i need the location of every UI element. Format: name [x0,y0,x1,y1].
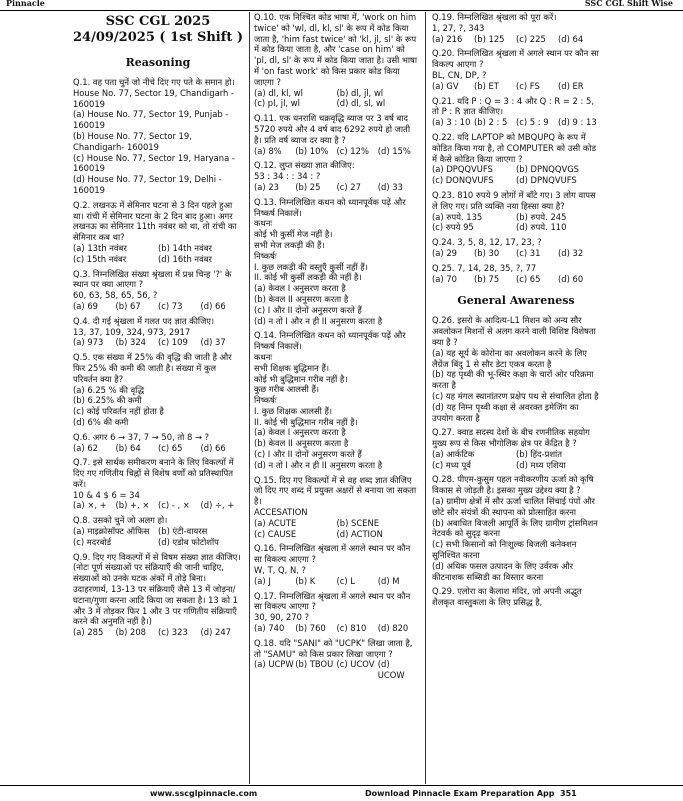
header-series: SSC CGL Shift Wise [584,0,673,8]
answer-option: (a) 285 [73,627,104,638]
answer-option: (b) 14th नवंबर [158,242,212,253]
answer-option: (a) केवल I अनुसरण करता है [254,283,346,294]
question-block [432,12,600,44]
answer-option: (a) House No. 77, Sector 19, Punjab - 160019 [73,109,229,131]
answer-option: (d) न तो I और न ही II अनुसरण करता है [254,315,383,326]
answer-option: (a) ग्रामीण क्षेत्रों में सौर ऊर्जा चालित सिंचाई पंपों और छोटे सौर संयंत्रों की स्थापना को प्रोत्साहित करना [432,496,595,517]
option-list [254,88,419,110]
question-detail: (नोटः पूर्ण संख्याओं पर संक्रियाएँ की जानी चाहिए, संख्याओं को उनके घटक अंकों में तोड़े बिना। उदाहरणार्थ, 13-13 पर संक्रियाएँ जैसे 13 में जोड़ना/घटाना/गुणा करना आदि किया जा सकता है। 13 को 1 और 3 में तोड़कर फिर 1 और 3 पर गणितीय संक्रियाएँ करने की अनुमति नहीं है।) [73,562,238,627]
question-list [73,77,243,638]
answer-option: (a) यह सूर्य के कोरोना का अवलोकन करने के लिए लैग्रेंज बिंदु 1 से सौर डेटा एकत्र करता है [432,347,587,369]
question-block [254,160,419,192]
answer-option: (a) 70 [432,273,457,284]
answer-option: (a) UCPW [254,659,294,670]
question-block [254,543,419,586]
question-detail: सभी शिक्षक बुद्धिमान हैं। [254,362,330,373]
answer-option: (c) House No. 77, Sector 19, Haryana - 160019 [73,152,235,174]
question-block [432,237,600,259]
answer-option: (d) DPNQVUFS [516,175,577,186]
answer-option: (b) केवल II अनुसरण करता है [254,438,349,449]
question-stem: Q.29. एलोरा का कैलाश मंदिर, जो अपनी अद्भुत शैलकृत वास्तुकला के लिए प्रसिद्ध है, [432,586,582,608]
question-stem: Q.25. 7, 14, 28, 35, ?, 77 [432,262,537,273]
option-list [432,496,600,582]
question-block [432,190,600,233]
answer-option: (d) न तो I और न ही II अनुसरण करता है [254,459,383,470]
footer-website: www.sscglpinnacle.com [150,789,258,798]
question-stem: Q.1. वह पता चुनें जो नीचे दिए गए पते के समान हो। [73,77,235,87]
answer-option: (b) DPNQQVGS [516,164,579,175]
question-stem: Q.16. निम्नलिखित श्रृंखला में अगले स्थान पर कौन सा विकल्प आएगा ? [254,543,411,565]
question-detail: ACCESATION [254,507,308,518]
answer-option: (c) रुपये 95 [432,222,474,233]
answer-option: (c) L [336,575,355,586]
option-list [432,81,600,92]
question-block [432,48,600,91]
header-brand: Pinnacle [6,0,45,8]
answer-option: (d) 64 [558,33,584,44]
question-block [254,638,419,681]
answer-option: (c) मदरबोर्ड [73,536,112,547]
answer-option: (d) 247 [200,627,231,638]
answer-option: (b) यह पृथ्वी की भू-स्थिर कक्षा के चारों ओर परिक्रमा करता है [432,369,594,391]
question-block [432,586,600,608]
question-detail: I. कुछ शिक्षक आलसी हैं। [254,405,333,416]
question-detail: 60, 63, 58, 65, 56, ? [73,290,158,301]
question-block [73,352,243,428]
option-list [73,301,243,312]
answer-option: (b) हिंद-प्रशांत [516,448,563,459]
question-detail: कोई भी कुर्सी मेज नहीं है। [254,229,333,240]
option-list [73,243,243,265]
answer-option: (a) माइक्रोसॉफ्ट ऑफिस [73,526,150,537]
answer-option: (c) pl, jl, wl [254,98,300,109]
answer-option: (a) ×, + [73,500,107,511]
option-list [432,449,600,471]
answer-option: (d) ÷, + [200,500,235,511]
answer-option: (a) 6.25 % की वृद्धि [73,384,145,395]
option-list [73,443,243,454]
question-detail: BL, CN, DP, ? [432,69,487,80]
question-stem: Q.24. 3, 5, 8, 12, 17, 23, ? [432,237,542,248]
question-detail: 13, 37, 109, 324, 973, 2917 [73,326,191,337]
section-general-awareness: General Awareness [457,294,575,308]
answer-option: (a) 216 [432,33,463,44]
question-stem: Q.19. निम्नलिखित श्रृंखला को पूरा करें। [432,12,557,22]
option-list [73,385,243,428]
answer-option: (b) 10% [295,145,329,156]
question-stem: Q.15. दिए गए विकल्पों में से वह शब्द ज्ञात कीजिए जो दिए गए शब्द में प्रयुक्त अक्षरों से बनाया जा सकता है। [254,474,417,507]
question-detail: W, T, Q, N, ? [254,565,306,576]
question-list [254,12,419,681]
option-list [254,146,419,157]
question-block [432,263,600,285]
answer-option: (d) 9 : 13 [558,117,597,128]
question-stem: Q.2. लखनऊ में सेमिनार घटना से 3 दिन पहले हुआ था। रांची में सेमिनार घटना के 2 दिन बाद हुआ। अगर लखनऊ का सेमिनार 11th नवंबर को था, तो रांची का सेमिनार कब था? [73,199,237,243]
answer-option: (b) 30 [474,247,500,258]
answer-option: (c) 12% [336,145,369,156]
answer-option: (b) SCENE [336,517,380,528]
answer-option: (b) dl, jl, wl [336,87,384,98]
question-stem: Q.13. निम्नलिखित कथन को ध्यानपूर्वक पढ़ें और निष्कर्ष निकालें। [254,196,406,218]
answer-option: (d) ACTION [336,528,383,539]
question-stem: Q.28. पीएम-कुसुम पहल नवीकरणीय ऊर्जा को कृषि विकास से जोड़ती है। इसका मुख्य उद्देश्य क्या है ? [432,474,594,496]
answer-option: (c) 15th नवंबर [73,253,127,264]
question-block [73,515,243,547]
answer-option: (c) 31 [516,247,541,258]
answer-option: (b) 125 [474,33,505,44]
page-number: 351 [560,789,577,798]
answer-option: (a) DPQQVUFS [432,164,493,175]
option-list [432,117,600,128]
option-list [432,248,600,259]
answer-option: (c) 810 [336,623,367,634]
answer-option: (c) 323 [158,627,188,638]
question-stem: Q.6. अगर 6 → 37, 7 → 50, तो 8 → ? [73,431,210,442]
question-detail: सभी मेज लकड़ी की हैं। [254,239,325,250]
answer-option: (d) 6% की कमी [73,416,129,427]
answer-option: (c) यह मंगल स्थानांतरण प्रक्षेप पथ से संचालित होता है [432,390,599,401]
question-detail: II. कोई भी बुद्धिमान गरीब नहीं है। [254,416,358,427]
question-stem: Q.27. क्वाड सदस्य देशों के बीच रणनीतिक सहयोग मुख्य रूप से किस भौगोलिक क्षेत्र पर केंद्रित है ? [432,427,590,449]
question-block [73,552,243,638]
answer-option: (d) 16th नवंबर [158,253,212,264]
question-detail: कथनः [254,351,273,362]
answer-option: (a) 8% [254,145,282,156]
answer-option: (a) 23 [254,181,279,192]
section-reasoning: Reasoning [125,56,191,69]
answer-option: (b) TBOU [295,659,334,670]
column-right [432,12,600,784]
answer-option: (c) सभी किसानों को निःशुल्क बिजली कनेक्शन सुनिश्चित करना [432,539,577,561]
question-detail: 53 : 34 : : 34 : ? [254,171,321,182]
question-list [432,315,600,608]
question-block [73,316,243,348]
answer-option: (b) 324 [115,337,146,348]
question-stem: Q.8. उसको चुनें जो अलग हो। [73,515,168,526]
answer-option: (a) dl, kl, wl [254,87,303,98]
answer-option: (d) House No. 77, Sector 19, Delhi - 160019 [73,174,222,195]
answer-option: (b) ET [474,80,499,91]
answer-option: (b) K [295,575,316,586]
answer-option: (d) 820 [377,623,409,634]
option-list [254,576,419,587]
answer-option: (d) 32 [558,247,584,258]
option-list [73,500,243,511]
answer-option: (c) 109 [158,337,188,348]
question-stem: Q.3. निम्नलिखित संख्या श्रृंखला में प्रश्न चिन्ह '?' के स्थान पर क्या आएगा ? [73,268,232,290]
question-detail: II. कोई भी कुर्सी लकड़ी की नहीं है। [254,272,362,283]
answer-option: (a) 973 [73,337,104,348]
question-stem: Q.10. एक निश्चित कोड भाषा में, 'work on him twice' को 'wl, dl, kl, sl' के रूप में कोड किया जाता है, 'him fast twice' को 'kl, jl, sl' के रूप में कोड किया जाता है, और 'case on him' को 'pl, dl, sl' के रूप में कोड किया जाता है। उसी भाषा में 'on fast work' को किस प्रकार कोड किया जाएगा ? [254,12,418,87]
column-left [73,12,243,784]
question-detail: कथनः [254,218,273,229]
question-stem: Q.26. इसरो के आदित्य-L1 मिशन को अन्य सौर अवलोकन मिशनों से अलग करने वाली विशिष्ट विशेषता क्या है ? [432,315,596,347]
option-list [432,274,600,285]
column-divider [249,12,250,784]
answer-option: (a) 69 [73,300,98,311]
answer-option: (b) 75 [474,273,500,284]
answer-option: (d) dl, sl, wl [336,98,386,109]
question-block [73,77,243,196]
question-block [254,12,419,109]
answer-option: (d) UCOW [377,659,405,681]
question-stem: Q.17. निम्नलिखित श्रृंखला में अगले स्थान पर कौन सा विकल्प आएगा ? [254,590,411,612]
question-stem: Q.14. निम्नलिखित कथन को ध्यानपूर्वक पढ़ें और निष्कर्ष निकालें। [254,330,406,352]
answer-option: (a) 62 [73,442,98,453]
question-stem: Q.4. दी गई श्रृंखला में गलत पद ज्ञात कीजिए। [73,315,215,326]
question-detail: निष्कर्षः [254,250,277,261]
answer-option: (b) 25 [295,181,321,192]
answer-option: (a) 3 : 10 [432,117,471,128]
answer-option: (c) I और II दोनों अनुसरण करते हैं [254,449,362,460]
option-list [254,518,419,540]
answer-option: (b) एंटी-वायरस [158,526,208,537]
answer-option: (c) FS [516,80,540,91]
answer-option: (c) - , × [158,500,190,511]
column-divider [425,12,426,784]
question-block [73,457,243,511]
question-stem: Q.9. दिए गए विकल्पों में से विषम संख्या ज्ञात कीजिए। [73,551,241,562]
question-block [73,200,243,265]
question-stem: Q.22. यदि LAPTOP को MBQUPQ के रूप में कोडित किया गया है, तो COMPUTER को उसी कोड में कैसे कोडित किया जाएगा ? [432,131,596,164]
column-middle [254,12,419,784]
option-list [254,659,419,681]
option-list [432,348,600,424]
answer-option: (c) कोई परिवर्तन नहीं होता है [73,406,164,417]
answer-option: (b) 67 [115,300,141,311]
exam-title [73,14,243,46]
option-list [432,34,600,45]
question-stem: Q.23. 810 रुपये 9 लोगों में बाँटे गए। 3 लोग वापस ले लिए गए। प्रति व्यक्ति नया हिस्सा क्या है? [432,189,596,211]
option-list [73,337,243,348]
option-list [254,427,419,470]
question-block [254,113,419,156]
option-list [432,212,600,234]
question-detail: 1, 27, ?, 343 [432,22,485,33]
answer-option: (b) 64 [115,442,141,453]
question-stem: Q.11. एक धनराशि चक्रवृद्धि ब्याज पर 3 वर्ष बाद 5720 रुपये और 4 वर्ष बाद 6292 रुपये हो जाती है। प्रति वर्ष ब्याज दर क्या है ? [254,113,410,145]
question-stem: Q.7. इसे सार्थक समीकरण बनाने के लिए विकल्पों में दिए गए गणितीय चिह्नों से विशेष वर्णों को प्रतिस्थापित करें। [73,457,234,489]
answer-option: (a) 13th नवंबर [73,242,127,253]
question-stem: Q.21. यदि P : Q = 3 : 4 और Q : R = 2 : 5, तो P : R ज्ञात कीजिए। [432,95,594,117]
answer-option: (d) 33 [377,181,403,192]
option-list [432,164,600,186]
option-list [73,627,243,638]
option-list [254,283,419,326]
answer-option: (a) 740 [254,623,285,634]
question-stem: Q.12. लुप्त संख्या ज्ञात कीजिए: [254,160,355,171]
answer-option: (a) ACUTE [254,517,297,528]
answer-option: (a) 29 [432,247,457,258]
answer-option: (d) रुपये. 110 [516,222,567,233]
answer-option: (b) +, × [115,500,150,511]
answer-option: (c) मध्य पूर्व [432,459,471,470]
option-list [254,623,419,634]
footer-app-promo: Download Pinnacle Exam Preparation App [365,789,555,798]
question-stem: Q.5. एक संख्या में 25% की वृद्धि की जाती है और फिर 25% की कमी की जाती है। संख्या में कुल परिवर्तन क्या है? [73,352,232,384]
question-block [432,132,600,186]
answer-option: (b) 6.25% की कमी [73,395,142,406]
answer-option: (d) मध्य एशिया [516,459,566,470]
question-block [73,432,243,454]
answer-option: (a) रुपये. 135 [432,211,483,222]
answer-option: (d) 37 [200,337,226,348]
answer-option: (b) 208 [115,627,146,638]
answer-option: (a) GV [432,80,459,91]
page-header [0,0,683,11]
option-list [73,526,243,548]
answer-option: (c) 5 : 9 [516,117,549,128]
answer-option: (b) 760 [295,623,326,634]
answer-option: (d) 15% [377,145,411,156]
question-block [432,427,600,470]
exam-title-line1: SSC CGL 2025 [105,14,211,29]
question-stem: Q.20. निम्नलिखित श्रृंखला में अगले स्थान पर कौन सा विकल्प आएगा ? [432,48,599,70]
answer-option: (c) 65 [516,273,541,284]
question-block [432,474,600,582]
answer-option: (b) House No. 77, Sector 19, Chandigarh- 160019 [73,130,192,152]
question-block [254,591,419,634]
question-detail: कोई भी बुद्धिमान गरीब नहीं है। [254,373,348,384]
answer-option: (c) 73 [158,300,183,311]
question-block [254,197,419,327]
answer-option: (c) 27 [336,181,361,192]
page-footer [0,785,683,801]
exam-title-line2: 24/09/2025 ( 1st Shift ) [73,30,243,45]
answer-option: (d) 66 [200,442,226,453]
question-detail: House No. 77, Sector 19, Chandigarh - 160019 [73,87,234,109]
answer-option: (b) केवल II अनुसरण करता है [254,293,349,304]
answer-option: (b) 2 : 5 [474,117,508,128]
question-block [254,330,419,470]
question-detail: 30, 90, 270 ? [254,612,310,623]
answer-option: (c) CAUSE [254,528,297,539]
question-detail: कुछ गरीब आलसी हैं। [254,384,320,395]
answer-option: (d) 60 [558,273,584,284]
question-detail: 10 & 4 $ 6 = 34 [73,489,140,500]
answer-option: (d) अधिक फसल उत्पादन के लिए उर्वरक और कीटनाशक सब्सिडी का विस्तार करना [432,560,574,582]
question-detail: निष्कर्षः [254,395,277,406]
answer-option: (c) UCOV [336,659,375,670]
answer-option: (a) आर्कटिक [432,448,475,459]
question-detail: I. कुछ लकड़ी की वस्तुएँ कुर्सी नहीं हैं। [254,261,368,272]
question-block [254,475,419,540]
question-stem: Q.18. यदि "SANI" को "UCPK" लिखा जाता है, तो "SAMU" को किस प्रकार लिखा जाएगा ? [254,637,413,659]
question-block [432,315,600,423]
option-list [254,182,419,193]
answer-option: (d) यह निम्न पृथ्वी कक्षा से अवरक्त इमेजिंग का उपयोग करता है [432,401,579,423]
answer-option: (b) अबाधित बिजली आपूर्ति के लिए ग्रामीण ट्रांसमिशन नेटवर्क को सुदृढ़ करना [432,517,598,539]
answer-option: (c) I और II दोनों अनुसरण करते हैं [254,304,362,315]
answer-option: (d) 66 [200,300,226,311]
question-list [432,12,600,284]
question-block [73,269,243,312]
answer-option: (a) J [254,575,271,586]
answer-option: (c) 65 [158,442,183,453]
answer-option: (d) ER [558,80,584,91]
answer-option: (c) DONQVUFS [432,175,494,186]
answer-option: (b) रुपये. 245 [516,211,567,222]
question-block [432,96,600,128]
answer-option: (c) 225 [516,33,546,44]
option-list [73,109,243,195]
answer-option: (d) M [377,575,400,586]
answer-option: (a) केवल I अनुसरण करता है [254,427,346,438]
answer-option: (d) एडोब फोटोशॉप [158,536,219,547]
